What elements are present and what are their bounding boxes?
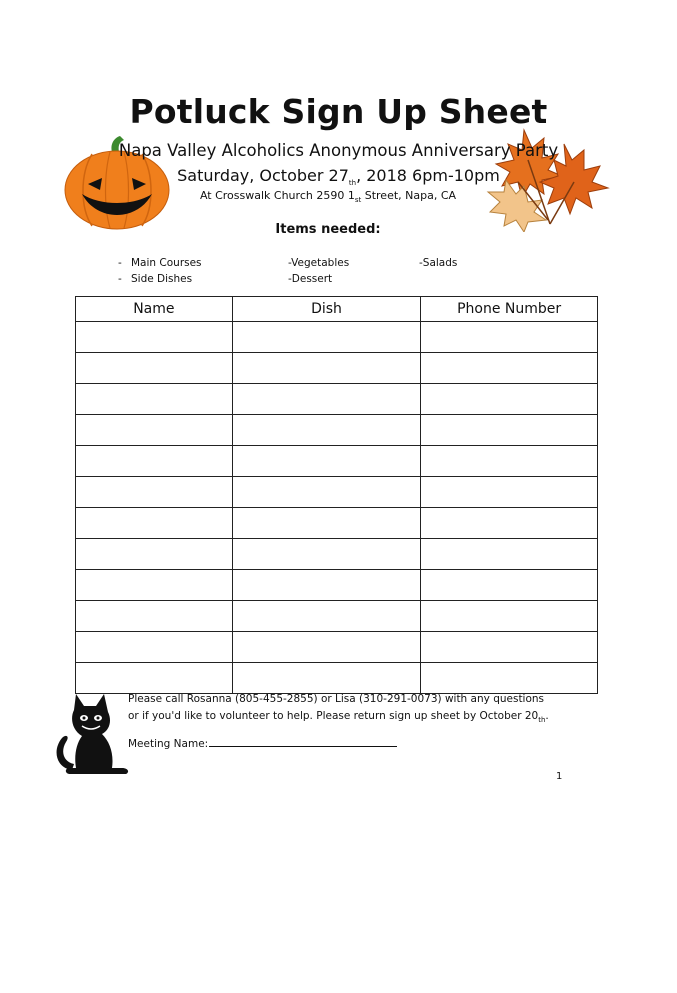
table-cell-dish[interactable] <box>232 322 421 353</box>
date-rest: , 2018 6pm-10pm <box>356 166 500 185</box>
page-title: Potluck Sign Up Sheet <box>129 92 548 131</box>
page-number: 1 <box>556 771 563 782</box>
table-row <box>76 322 598 353</box>
table-row <box>76 415 598 446</box>
list-item: -Salads <box>419 257 458 269</box>
column-header-dish: Dish <box>232 297 421 322</box>
table-cell-name[interactable] <box>76 570 233 601</box>
table-cell-name[interactable] <box>76 508 233 539</box>
table-cell-phone[interactable] <box>421 508 598 539</box>
table-cell-phone[interactable] <box>421 415 598 446</box>
table-cell-name[interactable] <box>76 477 233 508</box>
event-date <box>0 166 677 187</box>
black-cat-icon <box>52 690 132 778</box>
table-cell-name[interactable] <box>76 539 233 570</box>
table-row <box>76 539 598 570</box>
table-cell-name[interactable] <box>76 353 233 384</box>
table-row <box>76 632 598 663</box>
table-cell-name[interactable] <box>76 632 233 663</box>
table-header-row <box>76 297 598 322</box>
table-row <box>76 663 598 694</box>
table-cell-phone[interactable] <box>421 632 598 663</box>
table-row <box>76 601 598 632</box>
table-row <box>76 384 598 415</box>
items-heading: Items needed: <box>275 222 381 237</box>
table-cell-name[interactable] <box>76 446 233 477</box>
table-cell-phone[interactable] <box>421 539 598 570</box>
return-line: or if you'd like to volunteer to help. Please return sign up sheet by October 20th. <box>128 710 549 725</box>
table-cell-phone[interactable] <box>421 477 598 508</box>
address-post: Street, Napa, CA <box>361 189 457 202</box>
event-address <box>0 189 656 204</box>
table-cell-dish[interactable] <box>232 353 421 384</box>
table-cell-dish[interactable] <box>232 632 421 663</box>
meeting-name-blank <box>209 735 397 747</box>
table-cell-dish[interactable] <box>232 415 421 446</box>
list-item: Side Dishes <box>131 273 193 285</box>
list-item: - <box>118 273 122 285</box>
table-cell-dish[interactable] <box>232 601 421 632</box>
table-cell-phone[interactable] <box>421 384 598 415</box>
meeting-name-label: Meeting Name: <box>128 738 209 750</box>
table-cell-dish[interactable] <box>232 663 421 694</box>
table-cell-name[interactable] <box>76 601 233 632</box>
table-cell-name[interactable] <box>76 663 233 694</box>
table-cell-phone[interactable] <box>421 446 598 477</box>
list-item: -Dessert <box>288 273 333 285</box>
table-cell-dish[interactable] <box>232 384 421 415</box>
address-pre: At Crosswalk Church 2590 1 <box>199 189 355 202</box>
table-cell-dish[interactable] <box>232 539 421 570</box>
column-header-name: Name <box>76 297 233 322</box>
date-suffix: th <box>348 179 357 188</box>
table-cell-phone[interactable] <box>421 601 598 632</box>
table-row <box>76 508 598 539</box>
list-item: -Vegetables <box>288 257 350 269</box>
table-row <box>76 570 598 601</box>
table-row <box>76 446 598 477</box>
column-header-phone: Phone Number <box>421 297 598 322</box>
event-subtitle: Napa Valley Alcoholics Anonymous Anniversary Party <box>118 141 559 160</box>
date-main: Saturday, October 27 <box>177 166 349 185</box>
contact-line: Please call Rosanna (805-455-2855) or Lisa (310-291-0073) with any questions <box>128 693 545 705</box>
table-cell-dish[interactable] <box>232 508 421 539</box>
table-cell-name[interactable] <box>76 322 233 353</box>
table-cell-phone[interactable] <box>421 322 598 353</box>
list-item: - <box>118 257 122 269</box>
table-cell-phone[interactable] <box>421 570 598 601</box>
table-row <box>76 477 598 508</box>
table-cell-dish[interactable] <box>232 446 421 477</box>
table-cell-phone[interactable] <box>421 663 598 694</box>
meeting-name-field <box>128 735 397 750</box>
table-cell-dish[interactable] <box>232 477 421 508</box>
signup-table <box>75 296 598 694</box>
table-cell-phone[interactable] <box>421 353 598 384</box>
address-suffix: st <box>354 196 362 205</box>
list-item: Main Courses <box>131 257 202 269</box>
table-cell-name[interactable] <box>76 415 233 446</box>
table-cell-name[interactable] <box>76 384 233 415</box>
table-row <box>76 353 598 384</box>
table-cell-dish[interactable] <box>232 570 421 601</box>
